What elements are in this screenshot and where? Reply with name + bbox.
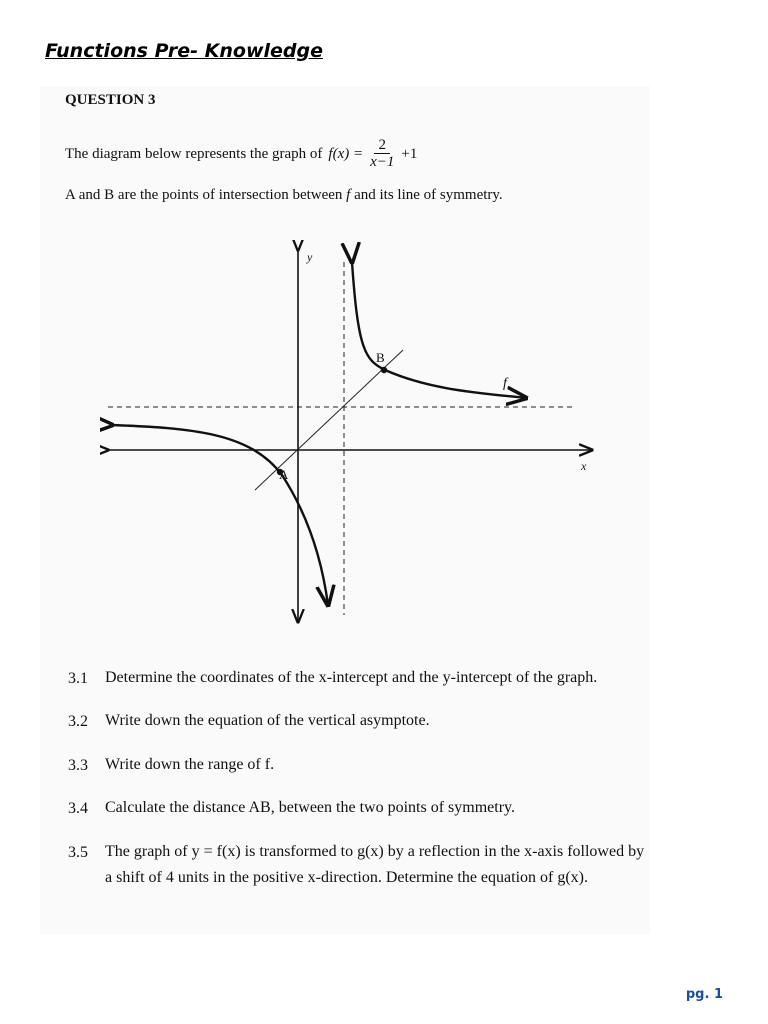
page-number: pg. 1 [685,987,723,1002]
point-b-marker [381,367,387,373]
question-number: 3.3 [68,757,88,774]
curve-right-branch [352,262,526,398]
question-text: Write down the equation of the vertical asymptote. [105,712,430,729]
intro-statement [65,138,417,170]
point-a-label: A [279,467,289,482]
symmetry-f: f [346,187,351,203]
question-3-5 [68,844,650,891]
question-number: 3.4 [68,800,88,817]
question-3-4 [68,800,650,821]
symmetry-part2: and its line of symmetry. [354,187,503,203]
function-formula [328,138,417,170]
formula-denominator: x−1 [370,154,395,170]
question-3-1 [68,670,650,691]
formula-fx: f(x) = [328,145,364,162]
question-number: 3.5 [68,844,88,861]
question-text: The graph of y = f(x) is transformed to g(x) by a reflection in the x-axis followed by a shift of 4 units in the positive x-direction. Determine the equation of g(x). [105,843,645,886]
y-axis-label: y [307,250,313,264]
question-text: Determine the coordinates of the x-intercept and the y-intercept of the graph. [105,669,598,686]
formula-fraction [366,138,398,170]
formula-tail: +1 [401,145,418,162]
point-b-label: B [376,350,385,365]
symmetry-part1: A and B are the points of intersection between [65,187,343,203]
question-number: 3.2 [68,713,88,730]
formula-numerator: 2 [374,138,390,154]
question-text: Calculate the distance AB, between the two points of symmetry. [105,799,515,816]
hyperbola-graph [100,240,610,630]
intro-text: The diagram below represents the graph of [65,145,323,162]
question-3-3 [68,757,650,778]
x-axis-label: x [581,459,587,473]
page-heading: Functions Pre- Knowledge [45,40,324,62]
symmetry-statement [65,187,503,204]
question-title: QUESTION 3 [65,92,156,108]
curve-f-label: f [503,376,507,391]
question-number: 3.1 [68,670,88,687]
question-3-2 [68,713,650,734]
question-text: Write down the range of f. [105,756,275,773]
